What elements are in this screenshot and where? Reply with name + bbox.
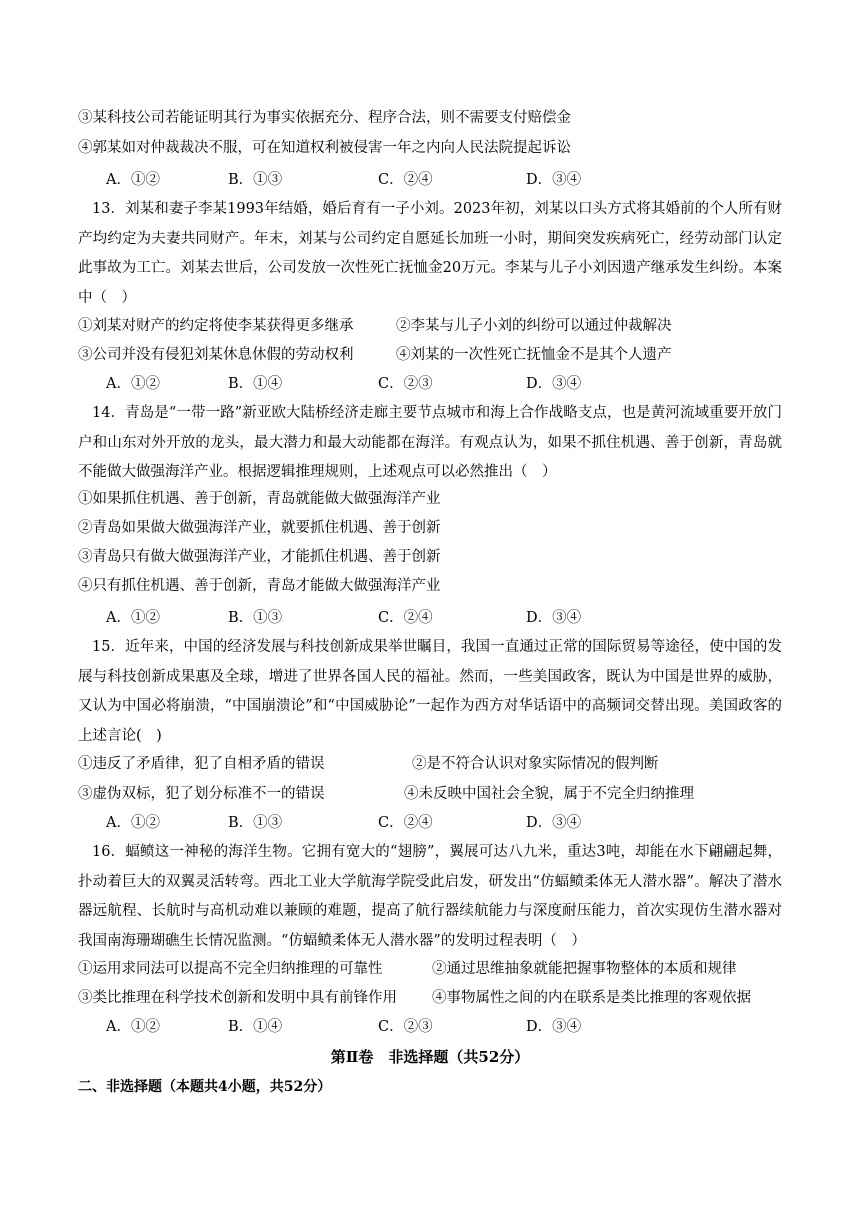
part2-title: 第Ⅱ卷 非选择题（共52分） xyxy=(330,1048,530,1066)
q16-option-b[interactable]: B．①④ xyxy=(228,1019,283,1035)
q16-options xyxy=(78,1015,782,1035)
q13-statement-2: ②李某与儿子小刘的纠纷可以通过仲裁解决 xyxy=(396,318,672,334)
q13-options xyxy=(78,372,782,392)
q14-option-d[interactable]: D．③④ xyxy=(526,610,582,626)
q16-statements-row2 xyxy=(78,986,782,1006)
q15-statement-2: ②是不符合认识对象实际情况的假判断 xyxy=(412,756,659,772)
q14-statement-1: ①如果抓住机遇、善于创新，青岛就能做大做强海洋产业 xyxy=(78,491,441,507)
q13-statements-row1 xyxy=(78,314,782,334)
q12-option-c[interactable]: C．②④ xyxy=(378,172,433,188)
q14-statement-3: ③青岛只有做大做强海洋产业，才能抓住机遇、善于创新 xyxy=(78,549,441,565)
q12-options xyxy=(78,168,782,188)
q12-option-a[interactable]: A．①② xyxy=(106,172,160,188)
part2-subtitle: 二、非选择题（本题共4小题，共52分） xyxy=(78,1079,332,1095)
q13-option-d[interactable]: D．③④ xyxy=(526,376,582,392)
q16-statement-4: ④事物属性之间的内在联系是类比推理的客观依据 xyxy=(432,990,751,1006)
q15-statement-4: ④未反映中国社会全貌，属于不完全归纳推理 xyxy=(404,786,694,802)
q16-option-c[interactable]: C．②③ xyxy=(378,1019,433,1035)
q13-statement-4: ④刘某的一次性死亡抚恤金不是其个人遗产 xyxy=(396,347,672,363)
q15-stem: 15．近年来，中国的经济发展与科技创新成果举世瞩目，我国一直通过正常的国际贸易等途径，使中国的发展与科技创新成果惠及全球，增进了世界各国人民的福祉。然而，一些美国政客，既认为中国是世界的威胁，又认为中国必将崩溃，“中国崩溃论”和“中国威胁论”一起作为西方对华话语中的高频词交替出现。美国政客的上述言论( ) xyxy=(78,639,782,744)
q14-statement-4: ④只有抓住机遇、善于创新，青岛才能做大做强海洋产业 xyxy=(78,578,441,594)
q15-statements-row2 xyxy=(78,782,782,802)
q13-option-b[interactable]: B．①④ xyxy=(228,376,283,392)
q14-stem: 14．青岛是“一带一路”新亚欧大陆桥经济走廊主要节点城市和海上合作战略支点，也是黄河流域重要开放门户和山东对外开放的龙头，最大潜力和最大动能都在海洋。有观点认为，如果不抓住机遇、善于创新，青岛就不能做大做强海洋产业。根据逻辑推理规则，上述观点可以必然推出（ ） xyxy=(78,405,782,481)
q14-statement-2: ②青岛如果做大做强海洋产业，就要抓住机遇、善于创新 xyxy=(78,520,441,536)
q15-statement-1: ①违反了矛盾律，犯了自相矛盾的错误 xyxy=(78,756,325,772)
q16-statements-row1 xyxy=(78,957,782,977)
q12-option-d[interactable]: D．③④ xyxy=(526,172,582,188)
q14-options xyxy=(78,606,782,626)
q13-option-c[interactable]: C．②③ xyxy=(378,376,433,392)
q16-option-d[interactable]: D．③④ xyxy=(526,1019,582,1035)
q14-option-c[interactable]: C．②④ xyxy=(378,610,433,626)
q16-option-a[interactable]: A．①② xyxy=(106,1019,160,1035)
q15-statement-3: ③虚伪双标，犯了划分标准不一的错误 xyxy=(78,786,325,802)
q13-statement-1: ①刘某对财产的约定将使李某获得更多继承 xyxy=(78,318,354,334)
q13-stem: 13．刘某和妻子李某1993年结婚，婚后育有一子小刘。2023年初，刘某以口头方式将其婚前的个人所有财产均约定为夫妻共同财产。年末，刘某与公司约定自愿延长加班一小时，期间突发疾病死亡，经劳动部门认定此事故为工亡。刘某去世后，公司发放一次性死亡抚恤金20万元。李某与儿子小刘因遗产继承发生纠纷。本案中（ ） xyxy=(78,201,782,306)
q15-option-d[interactable]: D．③④ xyxy=(526,815,582,831)
q15-option-c[interactable]: C．②④ xyxy=(378,815,433,831)
q12-statement-4: ④郭某如对仲裁裁决不服，可在知道权利被侵害一年之内向人民法院提起诉讼 xyxy=(78,140,571,156)
q16-stem: 16．蝠鲼这一神秘的海洋生物。它拥有宽大的“翅膀”，翼展可达八九米，重达3吨，却能在水下翩翩起舞，扑动着巨大的双翼灵活转弯。西北工业大学航海学院受此启发，研发出“仿蝠鲼柔体无人潜水器”。解决了潜水器远航程、长航时与高机动难以兼顾的难题，提高了航行器续航能力与深度耐压能力，首次实现仿生潜水器对我国南海珊瑚礁生长情况监测。“仿蝠鲼柔体无人潜水器”的发明过程表明（ ） xyxy=(78,844,782,949)
q15-option-a[interactable]: A．①② xyxy=(106,815,160,831)
q12-option-b[interactable]: B．①③ xyxy=(228,172,283,188)
q16-statement-1: ①运用求同法可以提高不完全归纳推理的可靠性 xyxy=(78,961,383,977)
q15-options xyxy=(78,811,782,831)
q14-option-b[interactable]: B．①③ xyxy=(228,610,283,626)
q13-statement-3: ③公司并没有侵犯刘某休息休假的劳动权利 xyxy=(78,347,354,363)
q13-option-a[interactable]: A．①② xyxy=(106,376,160,392)
q16-statement-3: ③类比推理在科学技术创新和发明中具有前锋作用 xyxy=(78,990,397,1006)
q15-option-b[interactable]: B．①③ xyxy=(228,815,283,831)
q12-statement-3: ③某科技公司若能证明其行为事实依据充分、程序合法，则不需要支付赔偿金 xyxy=(78,110,571,126)
q15-statements-row1 xyxy=(78,752,782,772)
q16-statement-2: ②通过思维抽象就能把握事物整体的本质和规律 xyxy=(432,961,737,977)
q14-option-a[interactable]: A．①② xyxy=(106,610,160,626)
q13-statements-row2 xyxy=(78,343,782,363)
